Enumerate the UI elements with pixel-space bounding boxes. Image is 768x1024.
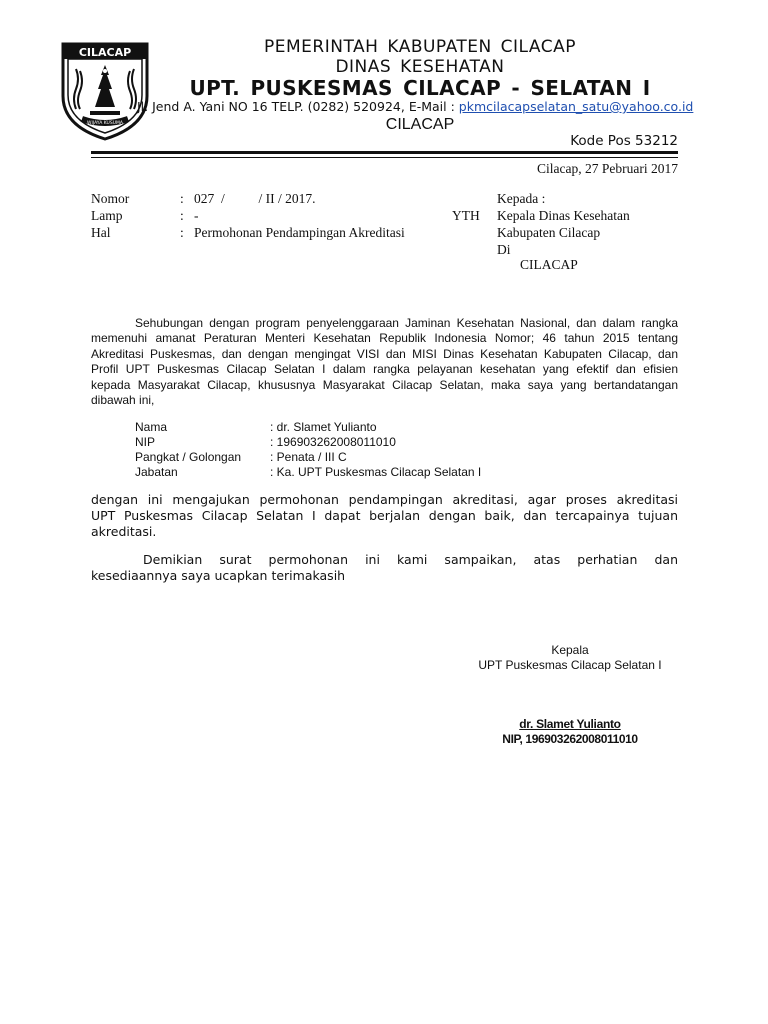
meta-separator: :	[180, 208, 184, 223]
identity-label-nip: NIP	[135, 435, 156, 449]
request-paragraph	[91, 492, 678, 541]
identity-label-name: Nama	[135, 420, 168, 434]
closing-line: kesediaannya saya ucapkan terimakasih	[91, 568, 346, 584]
closing-line: Demikian surat permohonan ini kami sampaikan, atas perhatian dan	[143, 552, 678, 567]
header-city: CILACAP	[385, 116, 455, 133]
recipient-line-4: CILACAP	[520, 257, 578, 272]
signature-title: Kepala	[551, 643, 589, 657]
meta-label-attachment: Lamp	[91, 208, 123, 223]
postal-code: Kode Pos 53212	[570, 133, 678, 149]
meta-label-number: Nomor	[91, 191, 130, 206]
opening-line: Sehubungan dengan program penyelenggaraan Jaminan Kesehatan Nasional, dan dalam rangka	[135, 316, 678, 330]
identity-label-rank: Pangkat / Golongan	[135, 450, 242, 464]
recipient-greeting: Kepada :	[497, 191, 546, 206]
svg-text:WIJAYA KUSUMA: WIJAYA KUSUMA	[87, 121, 123, 126]
opening-paragraph	[91, 316, 678, 408]
letter-date: Cilacap, 27 Pebruari 2017	[537, 161, 678, 176]
identity-value-rank: : Penata / III C	[270, 450, 347, 464]
request-line: UPT Puskesmas Cilacap Selatan I dapat berjalan dengan baik, dan tercapainya tujuan	[91, 508, 678, 524]
identity-value-name: : dr. Slamet Yulianto	[270, 420, 377, 434]
opening-line: Profil UPT Puskesmas Cilacap Selatan I dalam rangka pelayanan kesehatan yang efektif dan efisien	[91, 362, 678, 377]
meta-separator: :	[180, 225, 184, 240]
meta-value-number: 027 / / II / 2017.	[194, 191, 316, 206]
recipient-prefix: YTH	[452, 208, 480, 223]
signatory-nip: NIP, 196903262008011010	[502, 732, 638, 746]
recipient-line-2: Kabupaten Cilacap	[497, 225, 601, 240]
email-link[interactable]: pkmcilacapselatan_satu@yahoo.co.id	[458, 99, 694, 114]
government-name: PEMERINTAH KABUPATEN CILACAP	[264, 37, 576, 57]
unit-name: UPT. PUSKESMAS CILACAP - SELATAN I	[189, 76, 651, 100]
recipient-line-1: Kepala Dinas Kesehatan	[497, 208, 630, 223]
meta-value-subject: Permohonan Pendampingan Akreditasi	[194, 225, 405, 240]
opening-line: kepada Masyarakat Cilacap, khususnya Masyarakat Cilacap Selatan, maka saya yang bertandatangan	[91, 377, 678, 392]
address-text: Jl. Jend A. Yani NO 16 TELP. (0282) 520924, E-Mail :	[137, 99, 455, 114]
header-rule-thin	[91, 157, 678, 158]
identity-label-position: Jabatan	[135, 465, 178, 479]
identity-value-nip: : 196903262008011010	[270, 435, 396, 449]
opening-line: Akreditasi Puskesmas, dan dengan mengingat VISI dan MISI Dinas Kesehatan Kabupaten Cilacap, dan	[91, 346, 678, 361]
department-name: DINAS KESEHATAN	[335, 57, 505, 77]
opening-line: memenuhi amanat Peraturan Menteri Kesehatan Republik Indonesia Nomor; 46 tahun 2015 tentang	[91, 331, 678, 346]
header-rule-thick	[91, 151, 678, 154]
meta-value-attachment: -	[194, 208, 199, 223]
signatory-name: dr. Slamet Yulianto	[519, 717, 621, 731]
address-line	[137, 99, 693, 114]
meta-separator: :	[180, 191, 184, 206]
identity-value-position: : Ka. UPT Puskesmas Cilacap Selatan I	[270, 465, 482, 479]
meta-label-subject: Hal	[91, 225, 111, 240]
recipient-line-3: Di	[497, 242, 511, 257]
opening-line: dibawah ini,	[91, 392, 155, 407]
svg-text:CILACAP: CILACAP	[78, 46, 132, 59]
request-line: dengan ini mengajukan permohonan pendampingan akreditasi, agar proses akreditasi	[91, 492, 678, 507]
closing-paragraph	[91, 552, 678, 584]
signature-office: UPT Puskesmas Cilacap Selatan I	[478, 658, 662, 672]
request-line: akreditasi.	[91, 524, 157, 540]
